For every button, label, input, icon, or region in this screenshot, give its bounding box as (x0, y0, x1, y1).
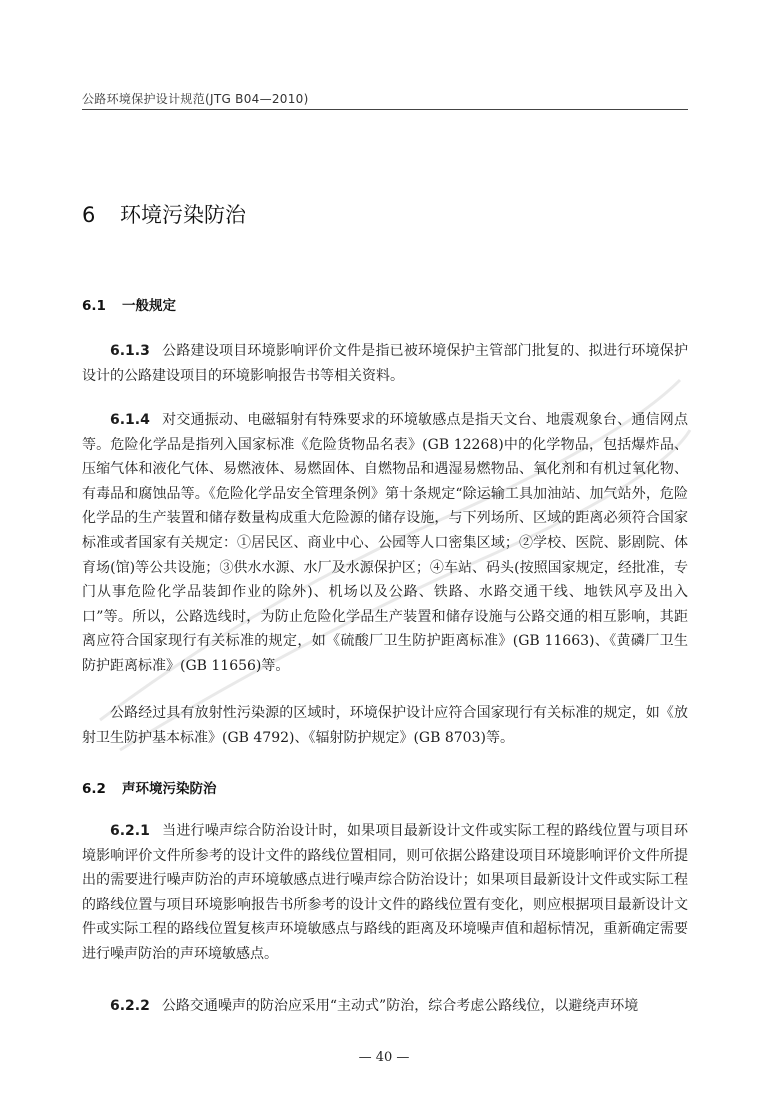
clause-number: 6.2.1 (110, 823, 150, 839)
clause-text: 公路建设项目环境影响评价文件是指已被环境保护主管部门批复的、拟进行环境保护设计的公路建设项目的环境影响报告书等相关资料。 (82, 343, 688, 384)
clause-number: 6.1.3 (110, 343, 150, 359)
chapter-title (82, 199, 246, 229)
header-divider (82, 109, 688, 110)
clause-6-2-1 (82, 819, 688, 967)
section-heading-6-2 (82, 777, 217, 797)
section-title: 声环境污染防治 (122, 781, 217, 797)
clause-number: 6.1.4 (110, 412, 150, 428)
chapter-title-text: 环境污染防治 (120, 203, 246, 227)
clause-number: 6.2.2 (110, 998, 150, 1014)
section-title: 一般规定 (122, 298, 176, 314)
clause-6-1-3 (82, 339, 688, 388)
section-heading-6-1 (82, 294, 176, 314)
clause-text: 当进行噪声综合防治设计时，如果项目最新设计文件或实际工程的路线位置与项目环境影响评价文件所参考的设计文件的路线位置相同，则可依据公路建设项目环境影响评价文件所提出的需要进行噪声防治的声环境敏感点进行噪声综合防治设计；如果项目最新设计文件或实际工程的路线位置与项目环境影响报告书所参考的设计文件的路线位置有变化，则应根据项目最新设计文件或实际工程的路线位置复核声环境敏感点与路线的距离及环境噪声值和超标情况，重新确定需要进行噪声防治的声环境敏感点。 (82, 823, 688, 962)
clause-6-2-2 (82, 994, 688, 1019)
clause-6-1-4 (82, 408, 688, 679)
clause-text: 对交通振动、电磁辐射有特殊要求的环境敏感点是指天文台、地震观象台、通信网点等。危险化学品是指列入国家标准《危险货物品名表》(GB 12268)中的化学物品，包括爆炸品、压缩气体和液化气体、易燃液体、易燃固体、自燃物品和遇湿易燃物品、氧化剂和有机过氧化物、有毒品和腐蚀品等。《危险化学品安全管理条例》第十条规定“除运输工具加油站、加气站外，危险化学品的生产装置和储存数量构成重大危险源的储存设施，与下列场所、区域的距离必须符合国家标准或者国家有关规定：①居民区、商业中心、公园等人口密集区域；②学校、医院、影剧院、体育场(馆)等公共设施；③供水水源、水厂及水源保护区；④车站、码头(按照国家规定，经批准，专门从事危险化学品装卸作业的除外)、机场以及公路、铁路、水路交通干线、地铁风亭及出入口”等。所以，公路选线时，为防止危险化学品生产装置和储存设施与公路交通的相互影响，其距离应符合国家现行有关标准的规定，如《硫酸厂卫生防护距离标准》(GB 11663)、《黄磷厂卫生防护距离标准》(GB 11656)等。 (82, 412, 688, 674)
page-number: — 40 — (358, 1050, 410, 1065)
running-header: 公路环境保护设计规范(JTG B04—2010) (82, 92, 309, 106)
section-number: 6.1 (82, 298, 106, 314)
section-number: 6.2 (82, 781, 106, 797)
clause-6-1-4-paragraph-2 (82, 701, 688, 750)
clause-text: 公路交通噪声的防治应采用“主动式”防治，综合考虑公路线位，以避绕声环境 (161, 998, 639, 1014)
chapter-number: 6 (82, 203, 96, 227)
clause-text: 公路经过具有放射性污染源的区域时，环境保护设计应符合国家现行有关标准的规定，如《放射卫生防护基本标准》(GB 4792)、《辐射防护规定》(GB 8703)等。 (82, 705, 688, 746)
